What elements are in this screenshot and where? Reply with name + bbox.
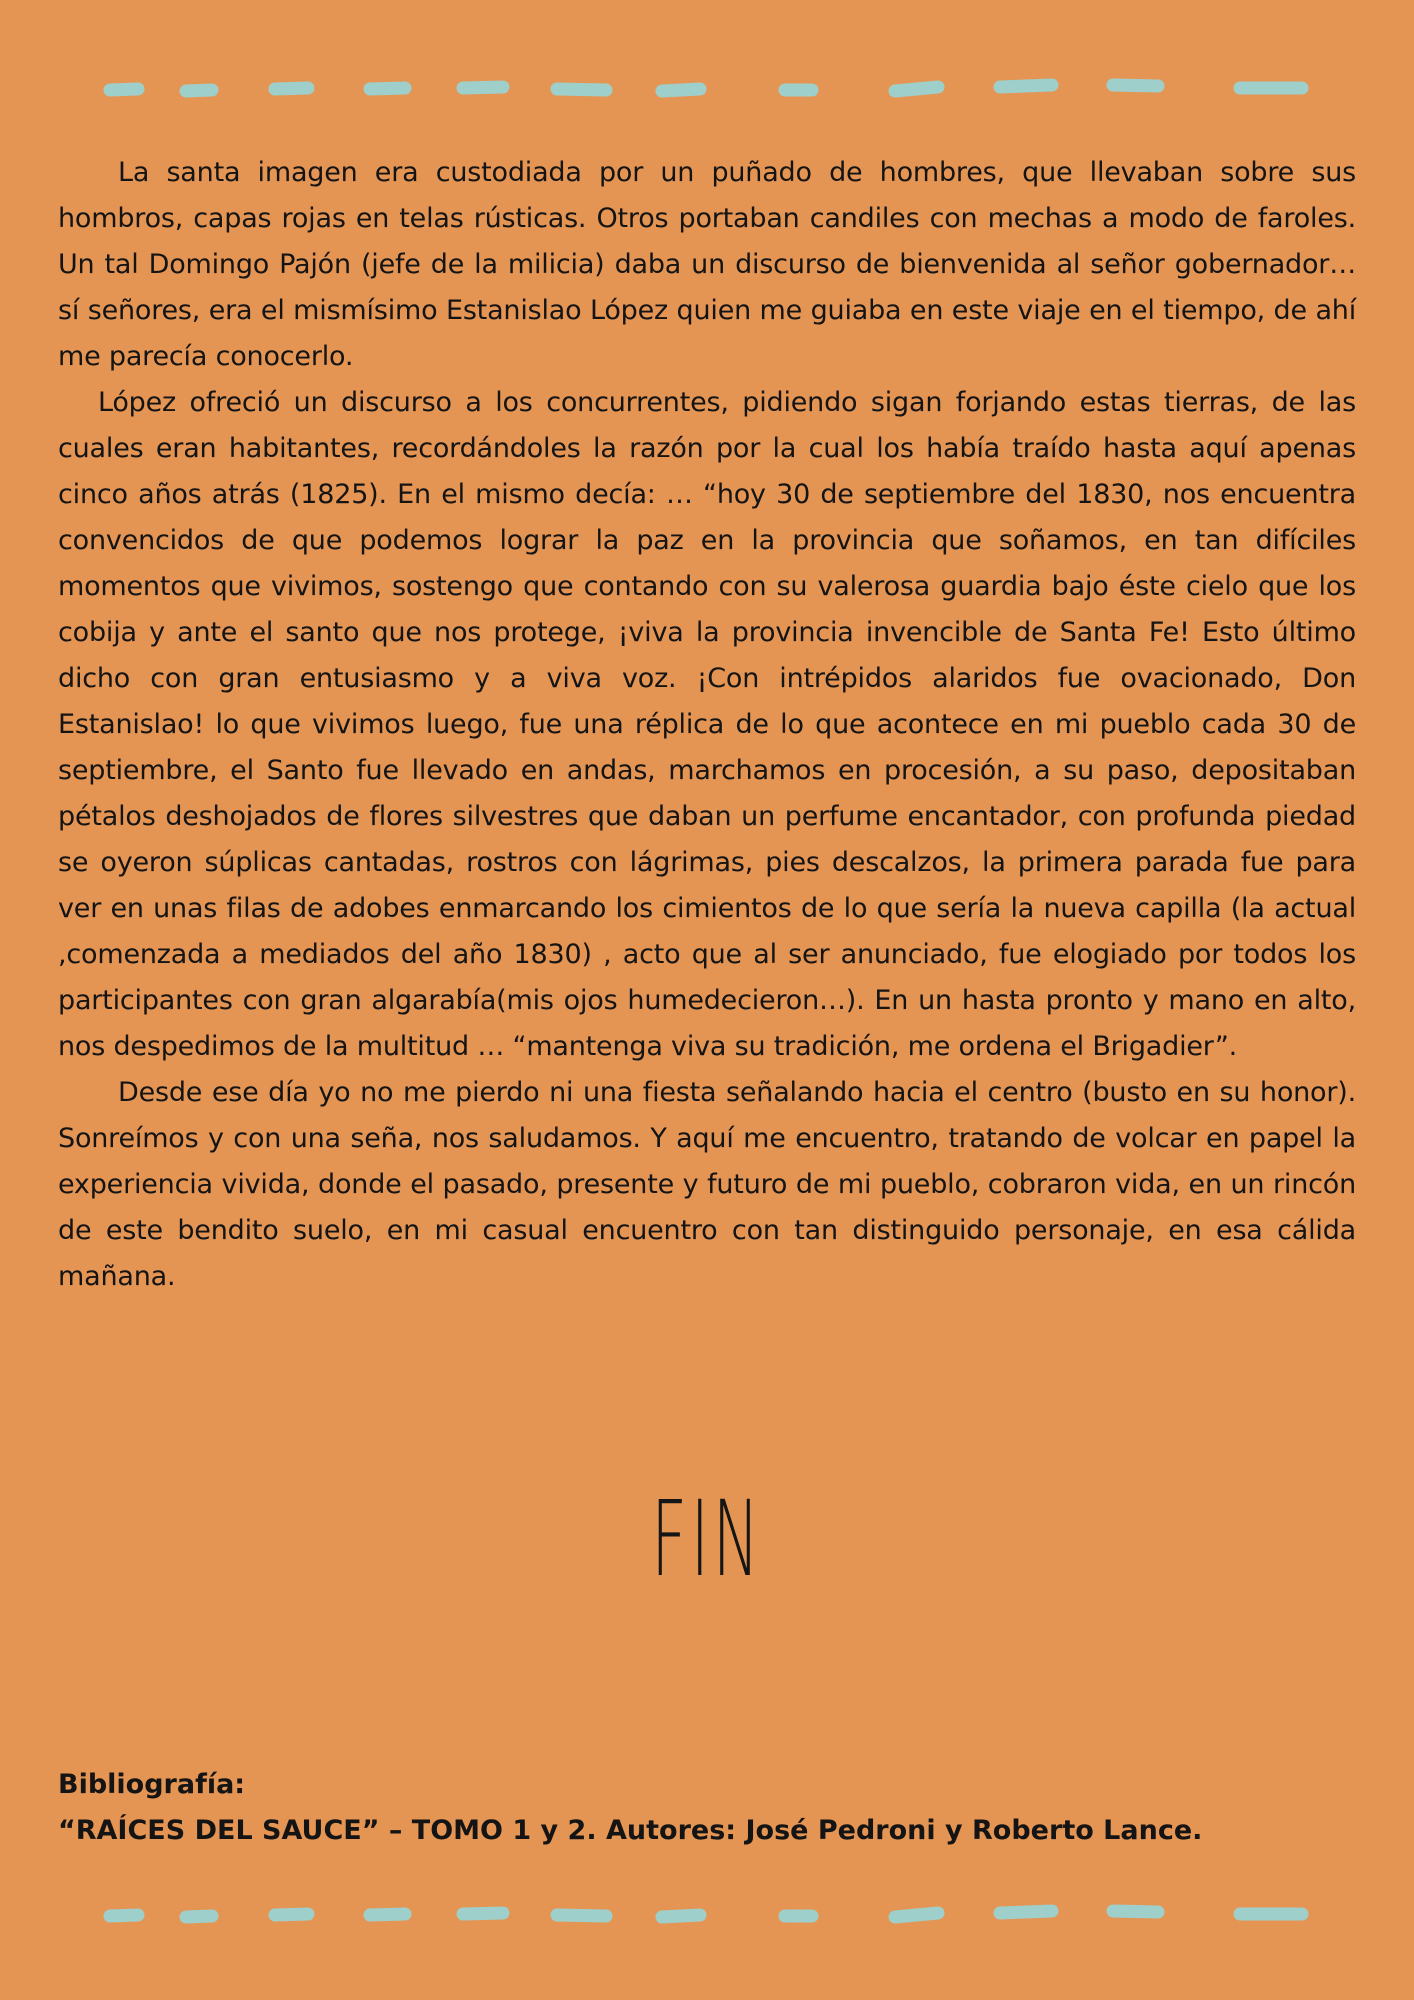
dash bbox=[370, 1914, 405, 1915]
story-paragraph: López ofreció un discurso a los concurrentes, pidiendo sigan forjando estas tierras, de las cuales eran habitantes, recordándoles la razón por la cual los había traído hasta aquí apenas cinco años atrás (1825). En el mismo decía: … “hoy 30 de septiembre del 1830, nos encuentra convencidos de que podemos lograr la paz en la provincia que soñamos, en tan difíciles momentos que vivimos, sostengo que contando con su valerosa guardia bajo éste cielo que los cobija y ante el santo que nos protege, ¡viva la provincia invencible de Santa Fe! Esto último dicho con gran entusiasmo y a viva voz. ¡Con intrépidos alaridos fue ovacionado, Don Estanislao! lo que vivimos luego, fue una réplica de lo que acontece en mi pueblo cada 30 de septiembre, el Santo fue llevado en andas, marchamos en procesión, a su paso, depositaban pétalos deshojados de flores silvestres que daban un perfume encantador, con profunda piedad se oyeron súplicas cantadas, rostros con lágrimas, pies descalzos, la primera parada fue para ver en unas filas de adobes enmarcando los cimientos de lo que sería la nueva capilla (la actual ,comenzada a mediados del año 1830) , acto que al ser anunciado, fue elogiado por todos los participantes con gran algarabía(mis ojos humedecieron…). En un hasta pronto y mano en alto, nos despedimos de la multitud … “mantenga viva su tradición, me ordena el Brigadier”. bbox=[58, 387, 1356, 1062]
dash bbox=[275, 88, 308, 89]
dash bbox=[1113, 85, 1158, 86]
bibliography-title: Bibliografía: bbox=[58, 1769, 246, 1800]
dash bbox=[463, 1913, 503, 1914]
dash bbox=[662, 1915, 700, 1917]
bottom-dash-svg bbox=[0, 1898, 1414, 1938]
ending-title: FIN bbox=[651, 1478, 763, 1600]
dash bbox=[1113, 1911, 1158, 1912]
dash bbox=[463, 87, 503, 88]
bibliography-entry: “RAÍCES DEL SAUCE” – TOMO 1 y 2. Autores: José Pedroni y Roberto Lance. bbox=[58, 1815, 1203, 1846]
dash bbox=[1000, 1911, 1052, 1913]
dash bbox=[275, 1914, 308, 1915]
dash bbox=[1000, 85, 1052, 87]
dash bbox=[186, 90, 212, 91]
story-body bbox=[58, 150, 1356, 1300]
dash bbox=[557, 1915, 606, 1916]
dash bbox=[110, 1915, 138, 1916]
dash bbox=[370, 88, 405, 89]
dash bbox=[557, 89, 606, 90]
dash bbox=[895, 1913, 938, 1917]
dash bbox=[110, 89, 138, 90]
top-dash-svg bbox=[0, 72, 1414, 112]
dash bbox=[895, 87, 938, 91]
dash bbox=[662, 89, 700, 91]
bottom-dash-border bbox=[0, 1898, 1414, 1938]
top-dash-border bbox=[0, 72, 1414, 112]
story-paragraph: La santa imagen era custodiada por un puñado de hombres, que llevaban sobre sus hombros, capas rojas en telas rústicas. Otros portaban candiles con mechas a modo de faroles. Un tal Domingo Pajón (jefe de la milicia) daba un discurso de bienvenida al señor gobernador… sí señores, era el mismísimo Estanislao López quien me guiaba en este viaje en el tiempo, de ahí me parecía conocerlo. bbox=[58, 157, 1356, 372]
bibliography bbox=[58, 1762, 1356, 1854]
dash bbox=[186, 1916, 212, 1917]
story-paragraph: Desde ese día yo no me pierdo ni una fiesta señalando hacia el centro (busto en su honor). Sonreímos y con una seña, nos saludamos. Y aquí me encuentro, tratando de volcar en papel la experiencia vivida, donde el pasado, presente y futuro de mi pueblo, cobraron vida, en un rincón de este bendito suelo, en mi casual encuentro con tan distinguido personaje, en esa cálida mañana. bbox=[58, 1077, 1356, 1292]
